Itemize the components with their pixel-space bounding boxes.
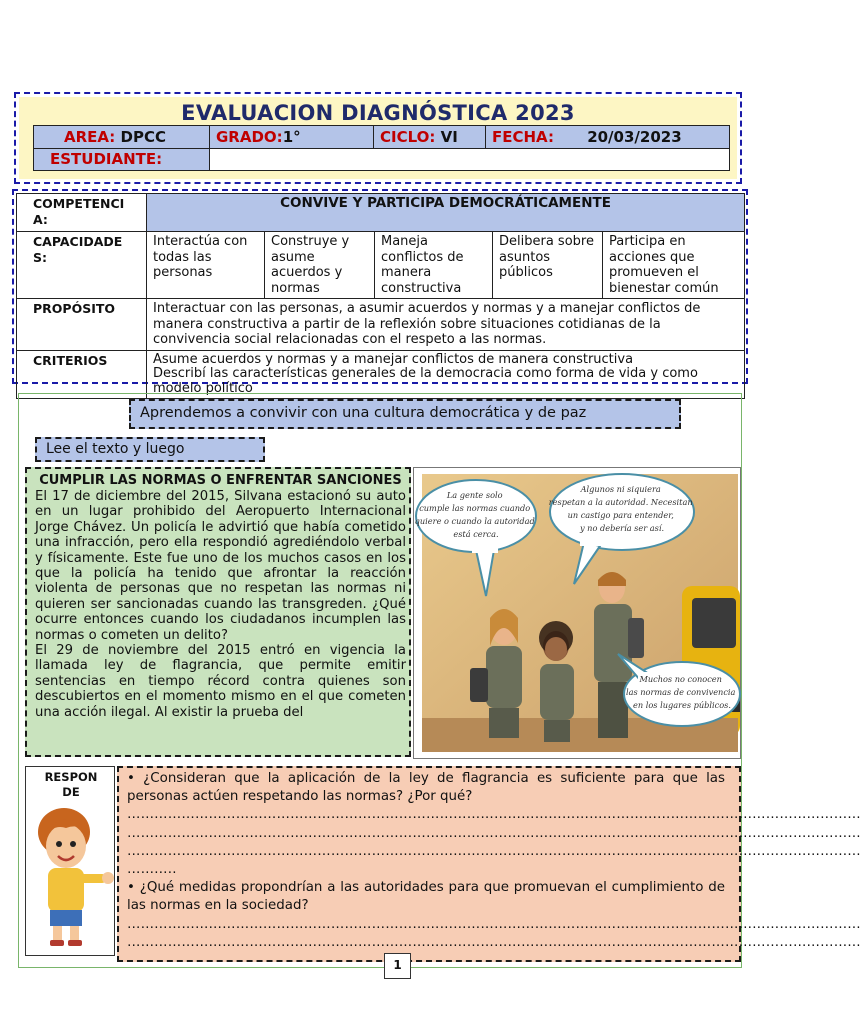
reading-paragraph: El 29 de noviembre del 2015 entró en vigencia la llamada ley de flagrancia, que permite emitir sentencias en tiempo récord contra quienes son descubiertos en el momento mismo en el que cometen una acción ilegal. Al existir la prueba del — [35, 643, 406, 720]
illustration-svg — [414, 468, 740, 758]
bubble-text: Algunos ni siquiera respetan a la autoridad. Necesitan un castigo para entender, y no debería ser así. — [548, 484, 693, 533]
students-illustration — [413, 467, 741, 759]
header-box — [14, 92, 742, 184]
area-cell — [34, 126, 210, 149]
responde-box — [25, 766, 115, 956]
grado-label: GRADO: — [216, 127, 283, 146]
reading-box — [25, 467, 411, 757]
reading-title: CUMPLIR LAS NORMAS O ENFRENTAR SANCIONES — [39, 473, 402, 488]
grado-value: 1° — [282, 127, 301, 146]
instruction-tag: Lee el texto y luego — [35, 437, 265, 462]
answer-line[interactable]: ……………………………………………………………………………………………………………………………………………… — [127, 916, 861, 932]
header-inner — [19, 97, 737, 179]
competencia-section — [12, 189, 748, 396]
responde-label: RESPON DE — [44, 770, 98, 799]
capacidad-cell: Construye y asume acuerdos y normas — [265, 232, 375, 299]
answer-line[interactable]: ……………………………………………………………………………………………………………………………………………… — [127, 934, 861, 950]
page-number: 1 — [384, 953, 411, 979]
lesson-banner: Aprendemos a convivir con una cultura democrática y de paz — [129, 399, 681, 429]
competencia-table — [16, 193, 745, 399]
proposito-value: Interactuar con las personas, a asumir acuerdos y normas y a manejar conflictos de manera constructiva a partir de la reflexión sobre situaciones cotidianas de la convivencia social relacionadas con el respeto a las normas. — [147, 299, 745, 351]
fecha-value: 20/03/2023 — [587, 127, 682, 146]
bubble-text: Muchos no conocen las normas de convivencia en los lugares públicos. — [625, 674, 736, 710]
lesson-panel — [18, 393, 861, 968]
answer-line[interactable]: ……………………………………………………………………………………………………………………………………………… — [127, 807, 861, 823]
capacidad-cell: Interactúa con todas las personas — [147, 232, 265, 299]
bubble-text: La gente solo cumple las normas cuando quiere o cuando la autoridad está cerca. — [414, 490, 535, 539]
fecha-label: FECHA: — [492, 127, 554, 146]
page-title: EVALUACION DIAGNÓSTICA 2023 — [181, 101, 575, 125]
answer-line[interactable]: ……….. — [127, 862, 177, 878]
fecha-cell — [486, 126, 730, 149]
questions-box — [117, 766, 861, 962]
competencia-value: CONVIVE Y PARTICIPA DEMOCRÁTICAMENTE — [147, 194, 745, 232]
estudiante-field[interactable] — [210, 148, 730, 171]
criterios-label: CRITERIOS — [17, 350, 147, 399]
criterio-item: Describí las características generales de la democracia como forma de vida y como modelo político — [153, 366, 698, 396]
capacidad-cell: Maneja conflictos de manera constructiva — [375, 232, 493, 299]
ciclo-value: VI — [440, 127, 458, 146]
capacidad-cell: Participa en acciones que promueven el bienestar común — [603, 232, 745, 299]
criterios-value — [147, 350, 745, 399]
grado-cell — [210, 126, 374, 149]
capacidad-cell: Delibera sobre asuntos públicos — [493, 232, 603, 299]
criterio-item: Asume acuerdos y normas y a manejar conflictos de manera constructiva — [153, 351, 634, 367]
info-table — [33, 125, 730, 171]
question-1: • ¿Consideran que la aplicación de la ley de flagrancia es suficiente para que las personas actúen respetando las normas? ¿Por qué? — [127, 771, 725, 805]
answer-line[interactable]: ……………………………………………………………………………………………………………………………………………… — [127, 825, 861, 841]
estudiante-label: ESTUDIANTE: — [50, 150, 163, 169]
boy-pointing-icon — [26, 802, 114, 952]
area-label: AREA: — [64, 127, 116, 146]
ciclo-cell — [374, 126, 486, 149]
competencia-label: COMPETENCI A: — [17, 194, 147, 232]
question-2: • ¿Qué medidas propondrían a las autoridades para que promuevan el cumplimiento de las normas en la sociedad? — [127, 880, 725, 914]
proposito-label: PROPÓSITO — [17, 299, 147, 351]
reading-paragraph: El 17 de diciembre del 2015, Silvana estacionó su auto en un lugar prohibido del Aeropuerto Internacional Jorge Chávez. Un policía le advirtió que había cometido una infracción, pero ella respondió agrediéndolo verbal y físicamente. Este fue uno de los muchos casos en los que la policía ha tenido que afrontar la reacción violenta de personas que no respetan las normas ni quieren ser sancionadas cuando las transgreden. ¿Qué ocurre entonces cuando los ciudadanos incumplen las normas o cometen un delito? — [35, 489, 406, 643]
ciclo-label: CICLO: — [380, 127, 436, 146]
capacidades-label: CAPACIDADE S: — [17, 232, 147, 299]
answer-line[interactable]: ……………………………………………………………………………………………………………………………………………… — [127, 843, 861, 859]
area-value: DPCC — [120, 127, 166, 146]
estudiante-cell — [34, 148, 210, 171]
